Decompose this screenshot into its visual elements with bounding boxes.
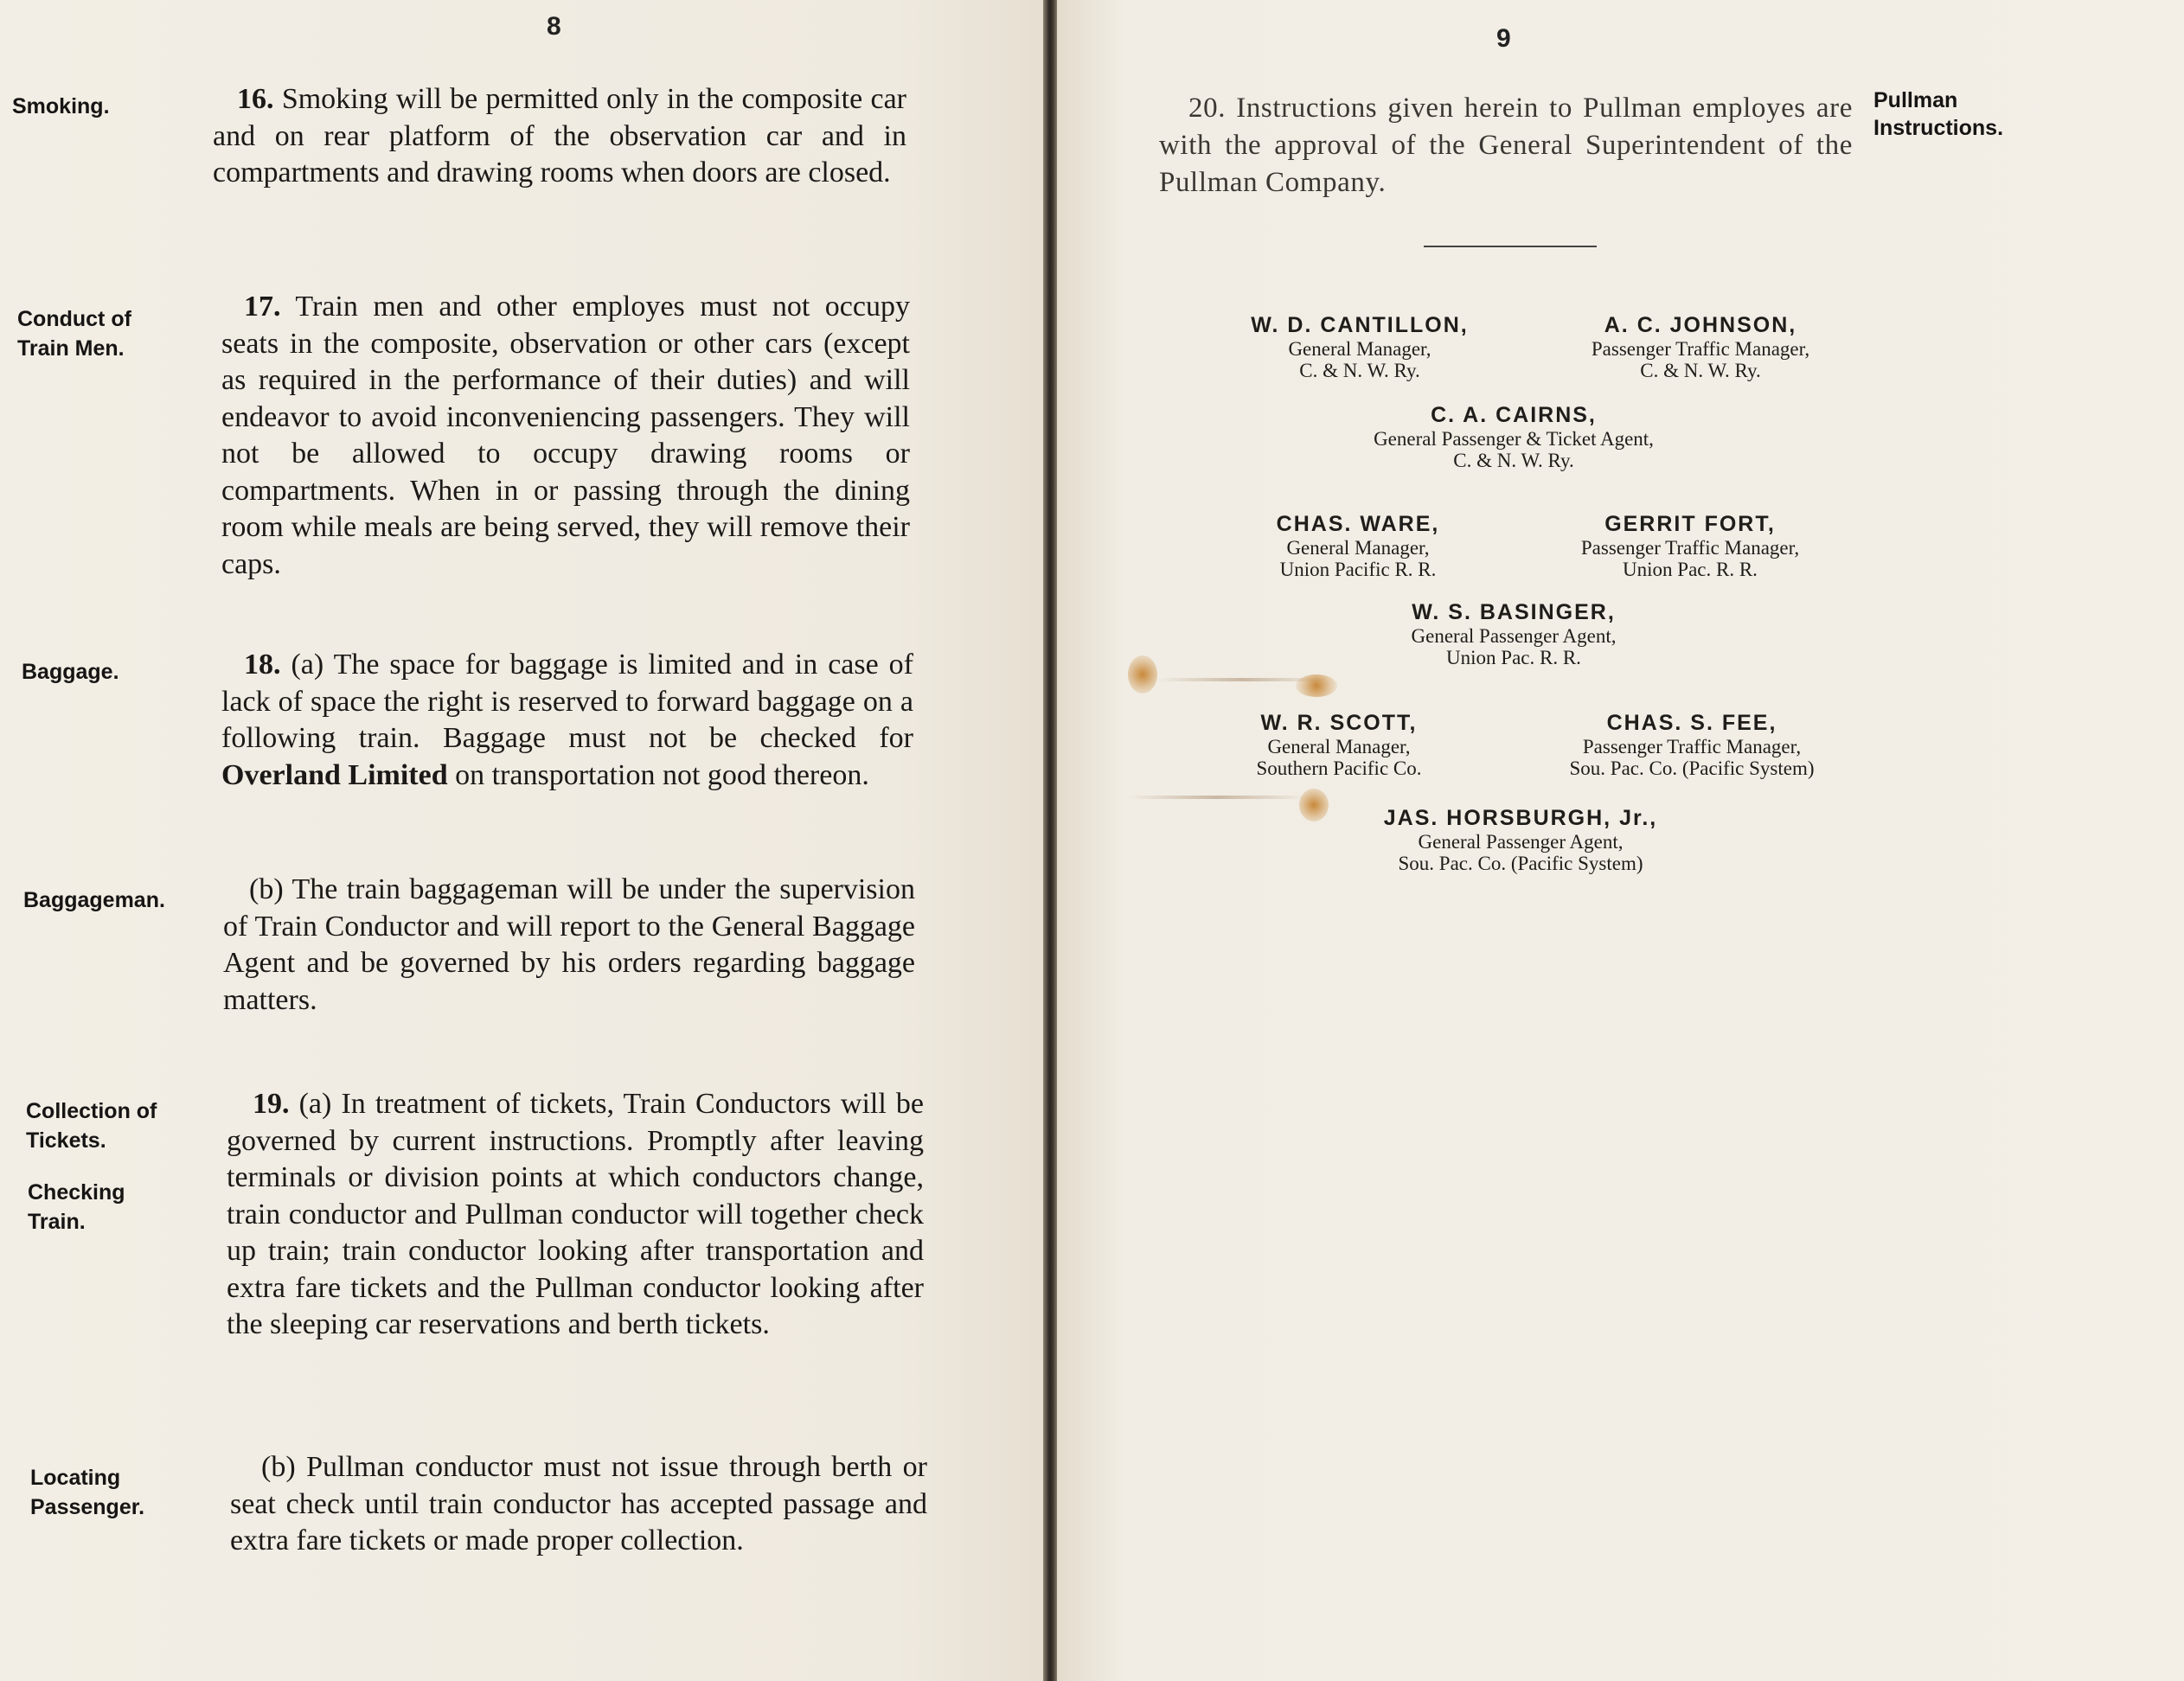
- side-label-locating: [30, 1463, 144, 1522]
- rule-17-text: Train men and other employes must not occupy seats in the composite, observation or other cars (except as required in the performance of their duties) and will endeavor to avoid inconveniencing passengers. They will not be allowed to occupy drawing rooms or compartments. When in or passing through the dining room while meals are being served, they will remove their caps.: [221, 291, 910, 580]
- signatory-name: A. C. JOHNSON,: [1604, 313, 1797, 337]
- rule-19a-label: (a): [298, 1088, 332, 1120]
- signatory-org: Union Pacific R. R.: [1279, 559, 1437, 580]
- side-label-checking: [28, 1178, 125, 1237]
- page-number-9: 9: [1496, 24, 1511, 53]
- signatory-name: GERRIT FORT,: [1604, 512, 1776, 536]
- signatory-org: C. & N. W. Ry.: [1299, 360, 1420, 381]
- signatory-title: General Passenger Agent,: [1418, 831, 1624, 853]
- rule-16: [213, 81, 906, 192]
- rule-19a-text: In treatment of tickets, Train Conductors will be governed by current instructions. Promptly after leaving terminals or division points at which conductors change, train conductor and Pullman conductor will together check up train; train conductor looking after transportation and extra fare tickets and the Pullman conductor looking after the sleeping car reservations and berth tickets.: [227, 1088, 925, 1340]
- rule-18b-label: (b): [249, 873, 284, 905]
- rule-16-number: 16.: [237, 83, 274, 115]
- side-label-pullman-line2: Instructions.: [1873, 116, 2004, 140]
- rule-19a: [227, 1086, 924, 1344]
- signatory-org: C. & N. W. Ry.: [1640, 360, 1761, 381]
- signatory-cairns: [1315, 403, 1713, 471]
- signatory-title: General Passenger & Ticket Agent,: [1374, 428, 1654, 450]
- side-label-conduct: [17, 304, 131, 363]
- side-label-checking-line2: Train.: [28, 1210, 86, 1234]
- rule-18a-text-after: on transportation not good thereon.: [455, 758, 869, 791]
- signatory-name: JAS. HORSBURGH, Jr.,: [1383, 806, 1658, 830]
- signatory-name: CHAS. S. FEE,: [1606, 711, 1777, 735]
- stain-mark: [1128, 655, 1157, 693]
- left-page: [0, 0, 1047, 1681]
- signatory-name: W. D. CANTILLON,: [1251, 313, 1469, 337]
- rule-18b-text: The train baggageman will be under the supervision of Train Conductor and will report to the General Baggage Agent and be governed by his orders regarding baggage matters.: [223, 873, 915, 1016]
- signatory-title: General Manager,: [1267, 736, 1411, 757]
- signatory-org: C. & N. W. Ry.: [1453, 450, 1574, 471]
- signatory-title: General Manager,: [1286, 537, 1430, 559]
- signatory-title: Passenger Traffic Manager,: [1580, 537, 1800, 559]
- signatory-org: Southern Pacific Co.: [1256, 757, 1422, 779]
- side-label-locating-line1: Locating: [30, 1466, 121, 1490]
- page-number-8: 8: [547, 12, 561, 41]
- signatory-org: Sou. Pac. Co. (Pacific System): [1569, 757, 1815, 779]
- rule-20-number: 20.: [1188, 93, 1226, 124]
- side-label-pullman-line1: Pullman: [1873, 88, 1958, 112]
- rule-18-number: 18.: [244, 649, 281, 681]
- rule-18b: [223, 872, 915, 1019]
- rule-17-number: 17.: [244, 291, 281, 323]
- stain-mark: [1299, 789, 1329, 821]
- signatory-johnson: [1502, 313, 1899, 381]
- side-label-conduct-line2: Train Men.: [17, 336, 125, 361]
- rule-17: [221, 289, 910, 583]
- stain-mark: [1296, 674, 1337, 697]
- rule-20: [1159, 90, 1853, 201]
- rule-19b: [230, 1449, 927, 1560]
- signatory-title: General Passenger Agent,: [1411, 625, 1617, 647]
- side-label-baggage: Baggage.: [22, 660, 119, 684]
- rule-20-text: Instructions given herein to Pullman employes are with the approval of the General Superintendent of the Pullman Company.: [1159, 93, 1853, 198]
- side-label-smoking: Smoking.: [12, 94, 110, 118]
- stain-streak: [1126, 796, 1308, 799]
- rule-19b-text: Pullman conductor must not issue through berth or seat check until train conductor has accepted passage and extra fare tickets or made proper collection.: [230, 1451, 928, 1556]
- signatory-name: CHAS. WARE,: [1276, 512, 1440, 536]
- side-label-collection-line1: Collection of: [26, 1099, 157, 1123]
- signatory-title: General Manager,: [1288, 338, 1431, 360]
- rule-18a-text-before: The space for baggage is limited and in case of lack of space the right is reserved to forward baggage on a following train. Baggage must not be checked for: [221, 649, 913, 754]
- signatory-org: Union Pac. R. R.: [1623, 559, 1758, 580]
- side-label-collection: [26, 1096, 157, 1155]
- rule-18a-emphasis: Overland Limited: [221, 758, 448, 791]
- signatory-title: Passenger Traffic Manager,: [1591, 338, 1810, 360]
- side-label-baggageman: Baggageman.: [23, 888, 165, 912]
- signatory-scott: [1140, 711, 1538, 779]
- signatory-fort: [1491, 512, 1889, 580]
- signatory-title: Passenger Traffic Manager,: [1582, 736, 1802, 757]
- signatory-org: Sou. Pac. Co. (Pacific System): [1398, 853, 1643, 874]
- signatory-name: C. A. CAIRNS,: [1431, 403, 1597, 427]
- side-label-conduct-line1: Conduct of: [17, 307, 131, 331]
- rule-19-number: 19.: [253, 1088, 290, 1120]
- rule-18a-label: (a): [291, 649, 324, 681]
- side-label-checking-line1: Checking: [28, 1180, 125, 1205]
- signatory-cantillon: [1161, 313, 1559, 381]
- rule-19b-label: (b): [261, 1451, 296, 1483]
- right-page: [1057, 0, 2184, 1681]
- signatory-org: Union Pac. R. R.: [1446, 647, 1581, 668]
- signatory-name: W. S. BASINGER,: [1412, 600, 1616, 624]
- side-label-pullman: [1873, 86, 2003, 142]
- signatory-name: W. R. SCOTT,: [1260, 711, 1418, 735]
- side-label-collection-line2: Tickets.: [26, 1128, 106, 1153]
- signatory-horsburgh: [1322, 806, 1720, 874]
- side-label-locating-line2: Passenger.: [30, 1495, 145, 1519]
- signatory-basinger: [1315, 600, 1713, 668]
- section-divider: [1424, 246, 1597, 247]
- rule-16-text: Smoking will be permitted only in the composite car and on rear platform of the observation car and in compartments and drawing rooms when doors are closed.: [213, 83, 907, 189]
- rule-18a: [221, 647, 913, 794]
- signatory-fee: [1493, 711, 1891, 779]
